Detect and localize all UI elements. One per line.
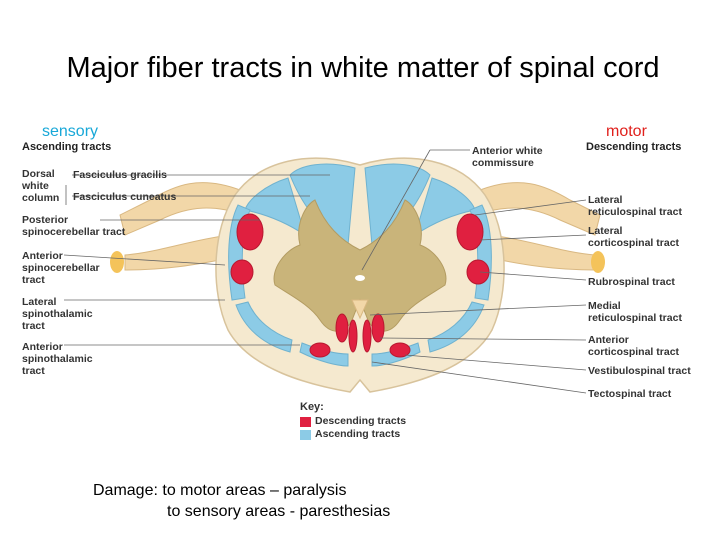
damage-line-2: to sensory areas - paresthesias: [167, 503, 391, 520]
key-title: Key:: [300, 401, 324, 413]
right-root-end: [591, 251, 605, 273]
key-ascending-label: Ascending tracts: [315, 428, 401, 440]
anterior-spinocerebellar-label: Anterior spinocerebellar tract: [22, 250, 100, 286]
damage-note: [93, 480, 390, 522]
lateral-reticulospinal-label: Lateral reticulospinal tract: [588, 194, 682, 218]
fasciculus-cuneatus-label: Fasciculus cuneatus: [73, 191, 177, 203]
key-ascending-swatch: [300, 430, 311, 440]
anterior-white-commissure-label: Anterior white commissure: [472, 145, 543, 169]
central-canal: [355, 275, 365, 281]
tectospinal-label: Tectospinal tract: [588, 388, 672, 400]
key-descending-label: Descending tracts: [315, 415, 407, 427]
fasciculus-gracilis-label: Fasciculus gracilis: [73, 169, 167, 181]
lateral-spinothalamic-label: Lateral spinothalamic tract: [22, 296, 93, 332]
anterior-spinothalamic-label: Anterior spinothalamic tract: [22, 341, 93, 377]
ascending-header: Ascending tracts: [22, 141, 112, 153]
medial-reticulospinal-label: Medial reticulospinal tract: [588, 300, 682, 324]
rubrospinal-label: Rubrospinal tract: [588, 276, 675, 288]
damage-line-1: Damage: to motor areas – paralysis: [93, 482, 347, 499]
dorsal-white-column-label: Dorsal white column: [22, 168, 60, 204]
anterior-corticospinal-label: Anterior corticospinal tract: [588, 334, 680, 358]
descending-header: Descending tracts: [586, 141, 682, 153]
posterior-spinocerebellar-label: Posterior spinocerebellar tract: [22, 214, 126, 238]
lateral-corticospinal-label: Lateral corticospinal tract: [588, 225, 680, 249]
motor-label: motor: [606, 123, 647, 140]
key-descending-swatch: [300, 417, 311, 427]
vestibulospinal-label: Vestibulospinal tract: [588, 365, 691, 377]
sensory-label: sensory: [42, 123, 99, 140]
page-title: Major fiber tracts in white matter of spinal cord: [66, 52, 660, 84]
left-root-end: [110, 251, 124, 273]
